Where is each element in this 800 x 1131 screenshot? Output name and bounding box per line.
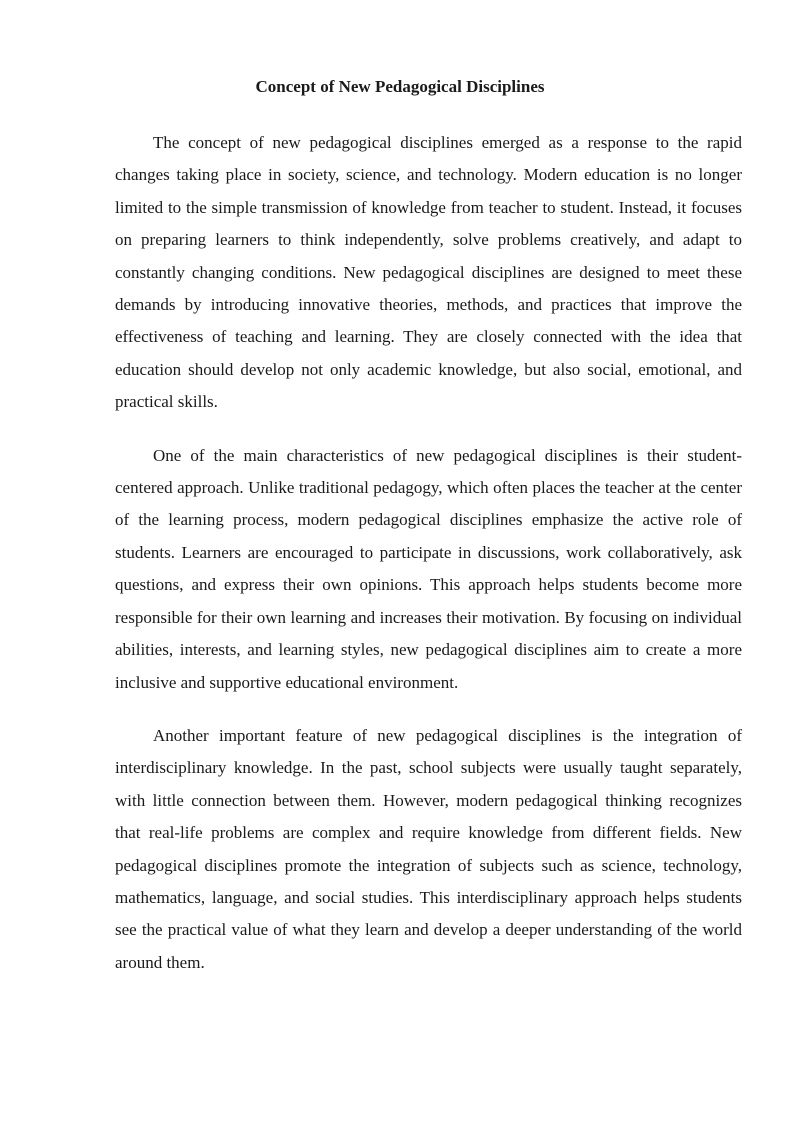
paragraph-3: Another important feature of new pedagogical disciplines is the integration of interdisciplinary knowledge. In the past, school subjects were usually taught separately, with little connection between them. However, modern pedagogical thinking recognizes that real-life problems are complex and require knowledge from different fields. New pedagogical disciplines promote the integration of subjects such as science, technology, mathematics, language, and social studies. This interdisciplinary approach helps students see the practical value of what they learn and develop a deeper understanding of the world around them. — [115, 725, 742, 972]
paragraph-1: The concept of new pedagogical disciplines emerged as a response to the rapid changes taking place in society, science, and technology. Modern education is no longer limited to the simple transmission of knowledge from teacher to student. Instead, it focuses on preparing learners to think independently, solve problems creatively, and adapt to constantly changing conditions. New pedagogical disciplines are designed to meet these demands by introducing innovative theories, methods, and practices that improve the effectiveness of teaching and learning. They are closely connected with the idea that education should develop not only academic knowledge, but also social, emotional, and practical skills. — [115, 133, 742, 412]
document-body — [115, 127, 742, 1000]
paragraph-2: One of the main characteristics of new pedagogical disciplines is their student-centered approach. Unlike traditional pedagogy, which often places the teacher at the center of the learning process, modern pedagogical disciplines emphasize the active role of students. Learners are encouraged to participate in discussions, work collaboratively, ask questions, and express their own opinions. This approach helps students become more responsible for their own learning and increases their motivation. By focusing on individual abilities, interests, and learning styles, new pedagogical disciplines aim to create a more inclusive and supportive educational environment. — [115, 445, 742, 692]
document-title: Concept of New Pedagogical Disciplines — [255, 77, 545, 96]
